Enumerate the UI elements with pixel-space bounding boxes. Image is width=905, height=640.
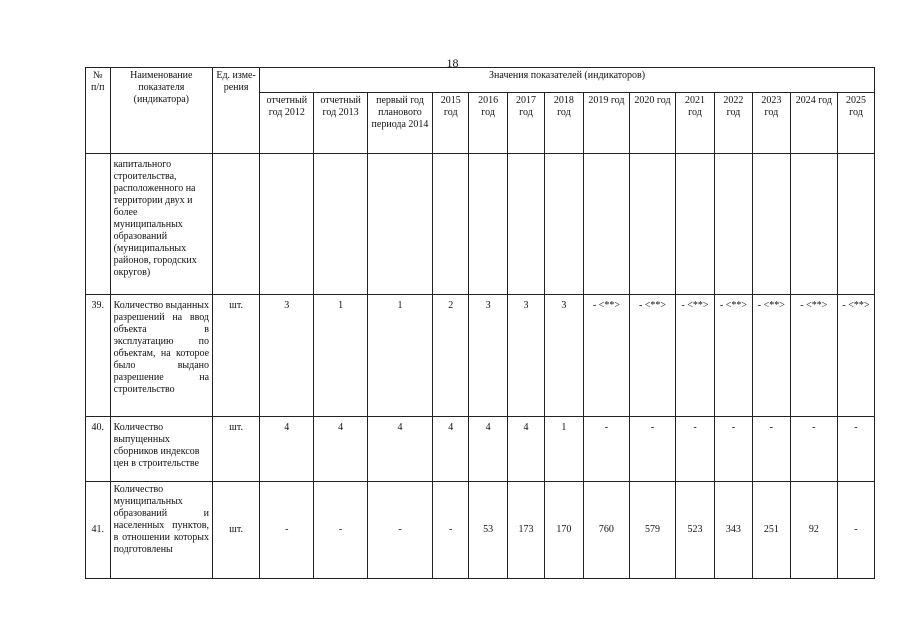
row-value: 523	[676, 482, 715, 579]
row-num: 39.	[86, 295, 111, 417]
row-num	[86, 154, 111, 295]
row-value: 2	[433, 295, 469, 417]
row-value: 1	[367, 295, 433, 417]
header-col: 2024 год	[790, 93, 837, 154]
header-col: отчетный год 2012	[260, 93, 314, 154]
page-number: 18	[446, 56, 459, 70]
row-value: -	[367, 482, 433, 579]
row-value: 3	[469, 295, 508, 417]
header-col: первый год планового периода 2014	[367, 93, 433, 154]
row-value: - <**>	[676, 295, 715, 417]
row-num: 41.	[86, 482, 111, 579]
row-value: - <**>	[714, 295, 752, 417]
row-value: 170	[544, 482, 583, 579]
row-value: 4	[469, 417, 508, 482]
header-col: 2020 год	[629, 93, 675, 154]
header-values-group: Значения показателей (индикаторов)	[260, 68, 875, 93]
header-row-1	[86, 68, 875, 93]
row-value: - <**>	[837, 295, 874, 417]
row-value: -	[676, 417, 715, 482]
row-unit: шт.	[213, 295, 260, 417]
row-value	[314, 154, 367, 295]
row-value: 92	[790, 482, 837, 579]
header-col: 2025 год	[837, 93, 874, 154]
row-value: 760	[583, 482, 629, 579]
header-col: отчетный год 2013	[314, 93, 367, 154]
row-value: 4	[367, 417, 433, 482]
row-value	[260, 154, 314, 295]
table-row	[86, 295, 875, 417]
row-value	[837, 154, 874, 295]
row-value	[508, 154, 545, 295]
header-name: Наименование показателя (индикатора)	[110, 68, 212, 154]
row-value: 3	[544, 295, 583, 417]
row-value: -	[260, 482, 314, 579]
row-name: Количество выданных разрешений на ввод объекта в эксплуатацию по объектам, на которое было выдано разрешение на строительство	[110, 295, 212, 417]
row-value: -	[433, 482, 469, 579]
row-value: 3	[508, 295, 545, 417]
row-value: 3	[260, 295, 314, 417]
row-value: 1	[544, 417, 583, 482]
row-value: 4	[508, 417, 545, 482]
row-value: 4	[433, 417, 469, 482]
row-value: 251	[752, 482, 790, 579]
row-value: -	[583, 417, 629, 482]
header-col: 2015 год	[433, 93, 469, 154]
row-value: 53	[469, 482, 508, 579]
row-value: 1	[314, 295, 367, 417]
row-value: -	[714, 417, 752, 482]
table-row	[86, 482, 875, 579]
header-unit: Ед. изме-рения	[213, 68, 260, 154]
row-value: - <**>	[583, 295, 629, 417]
row-value	[583, 154, 629, 295]
row-name: капитального строительства, расположенного на территории двух и более муниципальных образований (муниципальных районов, городских округов)	[110, 154, 212, 295]
row-value	[714, 154, 752, 295]
row-value	[629, 154, 675, 295]
row-value	[469, 154, 508, 295]
row-value: -	[790, 417, 837, 482]
row-value: - <**>	[629, 295, 675, 417]
row-value: 173	[508, 482, 545, 579]
row-value: -	[752, 417, 790, 482]
header-col: 2021 год	[676, 93, 715, 154]
row-name: Количество муниципальных образований и населенных пунктов, в отношении которых подготовлены	[110, 482, 212, 579]
row-value	[367, 154, 433, 295]
header-num: № п/п	[86, 68, 111, 154]
table-row	[86, 417, 875, 482]
row-value: - <**>	[790, 295, 837, 417]
table-row	[86, 154, 875, 295]
header-col: 2016 год	[469, 93, 508, 154]
row-unit	[213, 154, 260, 295]
header-col: 2018 год	[544, 93, 583, 154]
row-value: - <**>	[752, 295, 790, 417]
header-col: 2023 год	[752, 93, 790, 154]
row-value	[676, 154, 715, 295]
header-col: 2017 год	[508, 93, 545, 154]
row-value	[433, 154, 469, 295]
row-value: 343	[714, 482, 752, 579]
row-unit: шт.	[213, 482, 260, 579]
row-value: -	[837, 482, 874, 579]
row-name: Количество выпущенных сборников индексов цен в строительстве	[110, 417, 212, 482]
row-value	[752, 154, 790, 295]
row-value	[790, 154, 837, 295]
indicators-table	[85, 67, 875, 579]
row-num: 40.	[86, 417, 111, 482]
row-value	[544, 154, 583, 295]
row-value: -	[837, 417, 874, 482]
row-value: 579	[629, 482, 675, 579]
header-col: 2019 год	[583, 93, 629, 154]
row-unit: шт.	[213, 417, 260, 482]
row-value: 4	[314, 417, 367, 482]
row-value: -	[629, 417, 675, 482]
header-col: 2022 год	[714, 93, 752, 154]
row-value: 4	[260, 417, 314, 482]
row-value: -	[314, 482, 367, 579]
